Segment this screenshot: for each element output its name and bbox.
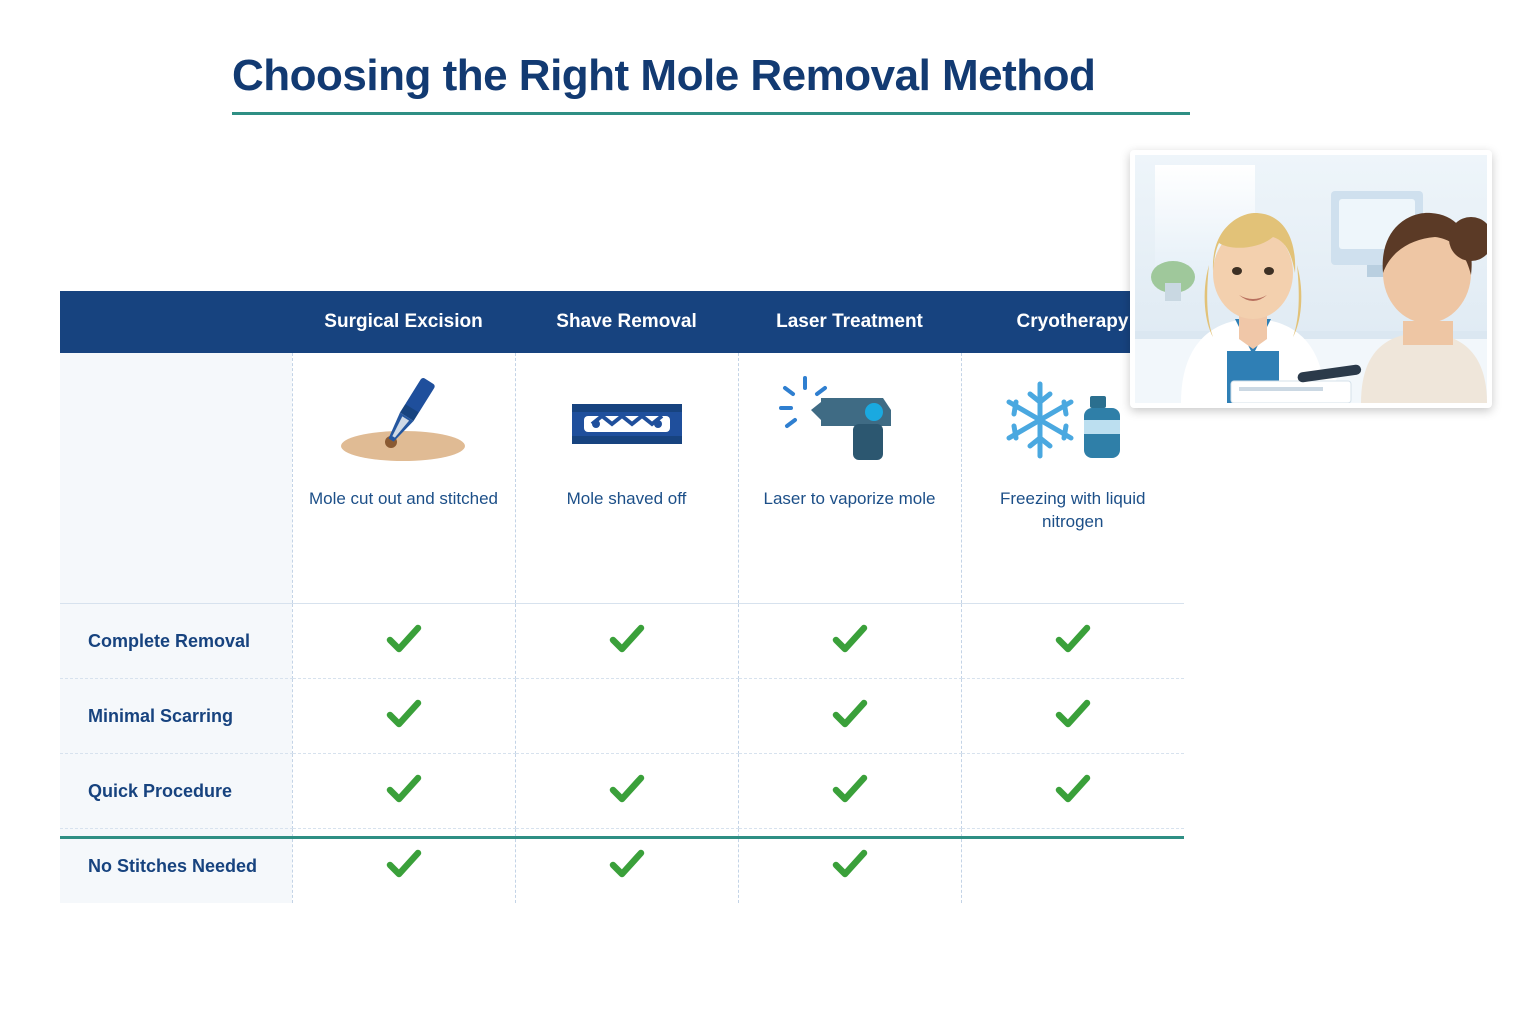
table-row [60,604,1184,679]
cell-no-stitches-laser-treatment [738,829,961,904]
cell-quick-procedure-laser-treatment [738,754,961,829]
method-cell-shave-removal [515,353,738,604]
laser-device-icon [775,376,925,468]
cell-minimal-scarring-surgical-excision [292,679,515,754]
icon-row-feature-cell [60,353,292,604]
table-row [60,829,1184,904]
method-description-cryotherapy: Freezing with liquid nitrogen [999,489,1146,531]
cell-complete-removal-surgical-excision [292,604,515,679]
check-icon [384,619,424,659]
check-icon [1053,619,1093,659]
title-block [232,52,1192,115]
doctor-patient-consultation-photo [1130,150,1492,408]
cell-minimal-scarring-laser-treatment [738,679,961,754]
feature-label-no-stitches-needed: No Stitches Needed [60,829,292,904]
table-header-row [60,291,1184,353]
check-icon [830,769,870,809]
table-bottom-rule [60,836,1184,839]
empty-cell-marker [1053,844,1093,884]
method-cell-surgical-excision [292,353,515,604]
page-title: Choosing the Right Mole Removal Method [232,51,1096,100]
cell-no-stitches-shave-removal [515,829,738,904]
title-underline [232,112,1190,115]
cell-minimal-scarring-shave-removal [515,679,738,754]
check-icon [1053,694,1093,734]
check-icon [607,844,647,884]
check-icon [1053,769,1093,809]
cell-no-stitches-cryotherapy [961,829,1184,904]
empty-cell-marker [607,694,647,734]
check-icon [830,619,870,659]
mole-removal-comparison-table [60,291,1184,903]
cell-quick-procedure-shave-removal [515,754,738,829]
check-icon [607,769,647,809]
column-header-surgical-excision: Surgical Excision [292,291,515,353]
razor-blade-icon [552,376,702,468]
column-header-shave-removal: Shave Removal [515,291,738,353]
check-icon [384,844,424,884]
method-cell-laser-treatment [738,353,961,604]
check-icon [607,619,647,659]
feature-label-complete-removal: Complete Removal [60,604,292,679]
feature-label-minimal-scarring: Minimal Scarring [60,679,292,754]
cell-quick-procedure-cryotherapy [961,754,1184,829]
cell-minimal-scarring-cryotherapy [961,679,1184,754]
column-header-laser-treatment: Laser Treatment [738,291,961,353]
scalpel-icon [329,376,479,468]
cell-no-stitches-surgical-excision [292,829,515,904]
column-header-cryotherapy: Cryotherapy [961,291,1184,353]
feature-label-quick-procedure: Quick Procedure [60,754,292,829]
snowflake-spray-icon [998,376,1148,468]
method-icon-row [60,353,1184,604]
table-row [60,679,1184,754]
method-description-shave-removal: Mole shaved off [566,489,687,508]
check-icon [384,694,424,734]
table-row [60,754,1184,829]
check-icon [830,694,870,734]
cell-complete-removal-shave-removal [515,604,738,679]
cell-quick-procedure-surgical-excision [292,754,515,829]
feature-column-header [60,291,292,353]
cell-complete-removal-cryotherapy [961,604,1184,679]
check-icon [384,769,424,809]
cell-complete-removal-laser-treatment [738,604,961,679]
check-icon [830,844,870,884]
method-description-surgical-excision: Mole cut out and stitched [308,489,498,508]
method-description-laser-treatment: Laser to vaporize mole [763,489,936,508]
